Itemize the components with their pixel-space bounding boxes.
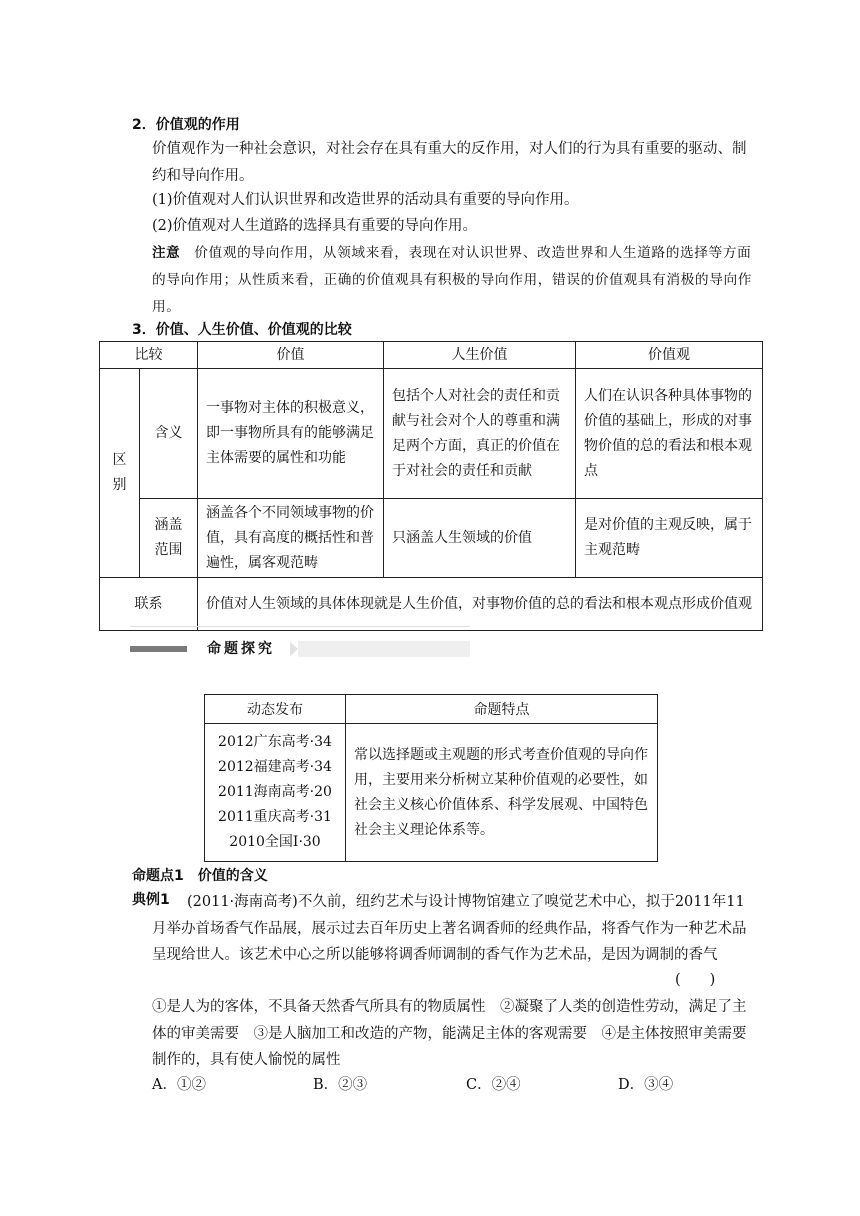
- choice-c[interactable]: C．②④: [466, 1077, 521, 1093]
- row-label-link: 联系: [100, 578, 198, 631]
- answer-blank: ( ): [675, 972, 716, 988]
- exam-header-row: [205, 695, 658, 724]
- group-label-difference: 区 别: [100, 369, 140, 578]
- cell-scope-values-view: 是对价值的主观反映，属于主观范畴: [576, 499, 763, 578]
- exam-year-item: 2011重庆高考·31: [218, 809, 332, 825]
- banner-band: [298, 641, 470, 657]
- banner-bar: [130, 646, 187, 652]
- banner-title: 命题探究: [192, 639, 290, 659]
- cell-meaning-life-value: 包括个人对社会的责任和贡献与社会对个人的尊重和满足两个方面，真正的价值在于对社会的责任和贡献: [384, 369, 576, 499]
- exam-description: 常以选择题或主观题的形式考查价值观的导向作用，主要用来分析树立某种价值观的必要性，如社会主义核心价值体系、科学发展观、中国特色社会主义理论体系等。: [346, 724, 658, 862]
- table-row-scope: [100, 499, 763, 578]
- exam-year-item: 2011海南高考·20: [218, 784, 332, 800]
- note-label: 注意: [152, 245, 181, 261]
- example-text: (2011·海南高考)不久前，纽约艺术与设计博物馆建立了嗅觉艺术中心，拟于2011年11月举办首场香气作品展，展示过去百年历史上著名调香师的经典作品，将香气作为一种艺术品呈现给世人。该艺术中心之所以能够将调香师调制的香气作为艺术品，是因为调制的香气: [152, 894, 747, 963]
- section-3-heading: 3．价值、人生价值、价值观的比较: [132, 322, 352, 338]
- note-text: 价值观的导向作用，从领域来看，表现在对认识世界、改造世界和人生道路的选择等方面的导向作用；从性质来看，正确的价值观具有积极的导向作用，错误的价值观具有消极的导向作用。: [152, 245, 753, 315]
- exam-header-release: 动态发布: [205, 695, 346, 724]
- exam-year-item: 2012福建高考·34: [218, 759, 332, 775]
- header-life-value: 人生价值: [384, 342, 576, 369]
- exam-year-item: 2012广东高考·34: [218, 734, 332, 750]
- choice-b[interactable]: B．②③: [313, 1077, 368, 1093]
- example-options: ①是人为的客体，不具备天然香气所具有的物质属性 ②凝聚了人类的创造性劳动，满足了主体的审美需要 ③是人脑加工和改造的产物，能满足主体的客观需要 ④是主体按照审美需要制作的，具有使人愉悦的属性: [152, 999, 747, 1068]
- exam-table: [204, 694, 658, 862]
- header-value: 价值: [198, 342, 384, 369]
- section-2-point-2: (2)价值观对人生道路的选择具有重要的导向作用。: [152, 218, 478, 234]
- choice-d[interactable]: D．③④: [618, 1077, 674, 1093]
- table-row-meaning: [100, 369, 763, 499]
- row-label-scope: 涵盖 范围: [140, 499, 198, 578]
- note-block: [152, 240, 756, 321]
- point-heading: 命题点1 价值的含义: [132, 868, 268, 884]
- cell-meaning-values-view: 人们在认识各种具体事物的价值的基础上，形成的对事物价值的总的看法和根本观点: [576, 369, 763, 499]
- table-row-link: [100, 578, 763, 631]
- table-header-row: [100, 342, 763, 369]
- exam-body-row: [205, 724, 658, 862]
- example-label: 典例1: [132, 892, 170, 908]
- header-compare: 比较: [100, 342, 198, 369]
- cell-scope-value: 涵盖各个不同领域事物的价值，具有高度的概括性和普遍性，属客观范畴: [198, 499, 384, 578]
- cell-meaning-value: 一事物对主体的积极意义，即一事物所具有的能够满足主体需要的属性和功能: [198, 369, 384, 499]
- choice-a[interactable]: A．①②: [152, 1077, 206, 1093]
- cell-link: 价值对人生领域的具体体现就是人生价值，对事物价值的总的看法和根本观点形成价值观: [198, 578, 763, 631]
- header-values-view: 价值观: [576, 342, 763, 369]
- row-label-meaning: 含义: [140, 369, 198, 499]
- exam-header-features: 命题特点: [346, 695, 658, 724]
- comparison-table: [99, 341, 763, 631]
- cell-scope-life-value: 只涵盖人生领域的价值: [384, 499, 576, 578]
- section-2-paragraph: 价值观作为一种社会意识，对社会存在具有重大的反作用，对人们的行为具有重要的驱动、制约和导向作用。: [152, 141, 747, 184]
- section-2-point-1: (1)价值观对人们认识世界和改造世界的活动具有重要的导向作用。: [152, 192, 579, 208]
- section-banner: [130, 640, 470, 658]
- exam-year-item: 2010全国Ⅰ·30: [229, 834, 321, 850]
- section-2-heading: 2．价值观的作用: [132, 117, 240, 133]
- exam-years: [205, 724, 346, 862]
